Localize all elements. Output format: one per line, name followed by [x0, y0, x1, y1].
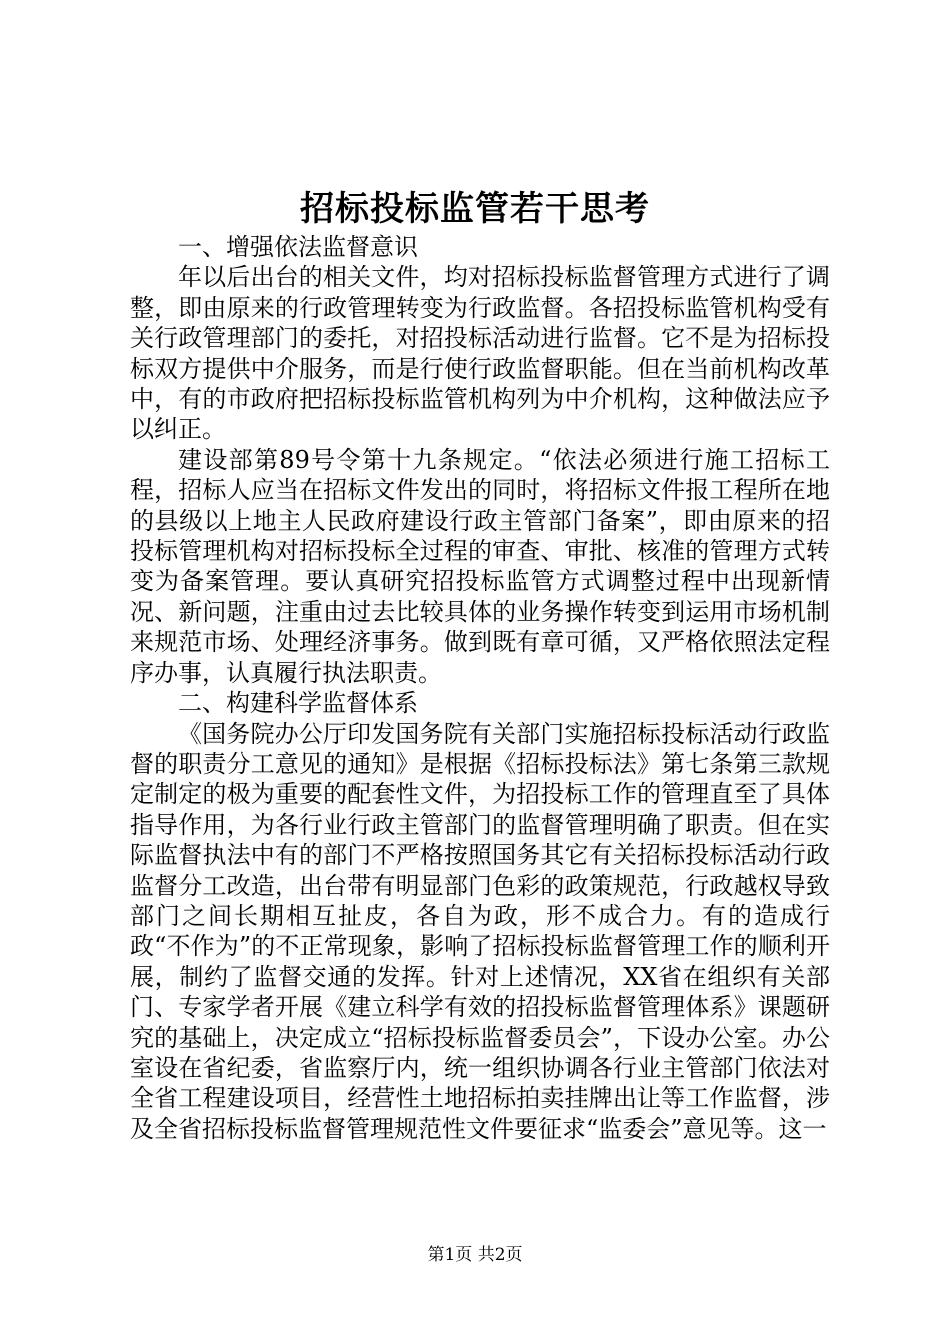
section-heading-2: 二、构建科学监督体系: [178, 689, 418, 718]
document-body: [130, 232, 830, 1144]
paragraph-2: 建设部第89号令第十九条规定。“依法必须进行施工招标工程，招标人应当在招标文件发出的同时，将招标文件报工程所在地的县级以上地主人民政府建设行政主管部门备案”，即由原来的招投标管理机构对招标投标全过程的审查、审批、核准的管理方式转变为备案管理。要认真研究招投标监管方式调整过程中出现新情况、新问题，注重由过去比较具体的业务操作转变到运用市场机制来规范市场、处理经济事务。做到既有章可循，又严格依照法定程序办事，认真履行执法职责。: [130, 445, 830, 687]
paragraph-3: 《国务院办公厅印发国务院有关部门实施招标投标活动行政监督的职责分工意见的通知》是根据《招标投标法》第七条第三款规定制定的极为重要的配套性文件，为招投标工作的管理直至了具体指导作用，为各行业行政主管部门的监督管理明确了职责。但在实际监督执法中有的部门不严格按照国务其它有关招标投标活动行政监督分工改造，出台带有明显部门色彩的政策规范，行政越权导致部门之间长期相互扯皮，各自为政，形不成合力。有的造成行政“不作为”的不正常现象，影响了招标投标监督管理工作的顺利开展，制约了监督交通的发挥。针对上述情况，XX省在组织有关部门、专家学者开展《建立科学有效的招投标监督管理体系》课题研究的基础上，决定成立“招标投标监督委员会”，下设办公室。办公室设在省纪委，省监察厅内，统一组织协调各行业主管部门依法对全省工程建设项目，经营性土地招标拍卖挂牌出让等工作监督，涉及全省招标投标监督管理规范性文件要征求“监委会”意见等。这一: [130, 719, 830, 1143]
paragraph-1: 年以后出台的相关文件，均对招标投标监督管理方式进行了调整，即由原来的行政管理转变为行政监督。各招投标监管机构受有关行政管理部门的委托，对招投标活动进行监督。它不是为招标投标双方提供中介服务，而是行使行政监督职能。但在当前机构改革中，有的市政府把招标投标监管机构列为中介机构，这种做法应予以纠正。: [130, 263, 830, 444]
section-heading-1: 一、增强依法监督意识: [178, 233, 418, 261]
page-number-footer: 第1页 共2页: [427, 1245, 523, 1265]
document-title: 招标投标监管若干思考: [300, 189, 650, 229]
